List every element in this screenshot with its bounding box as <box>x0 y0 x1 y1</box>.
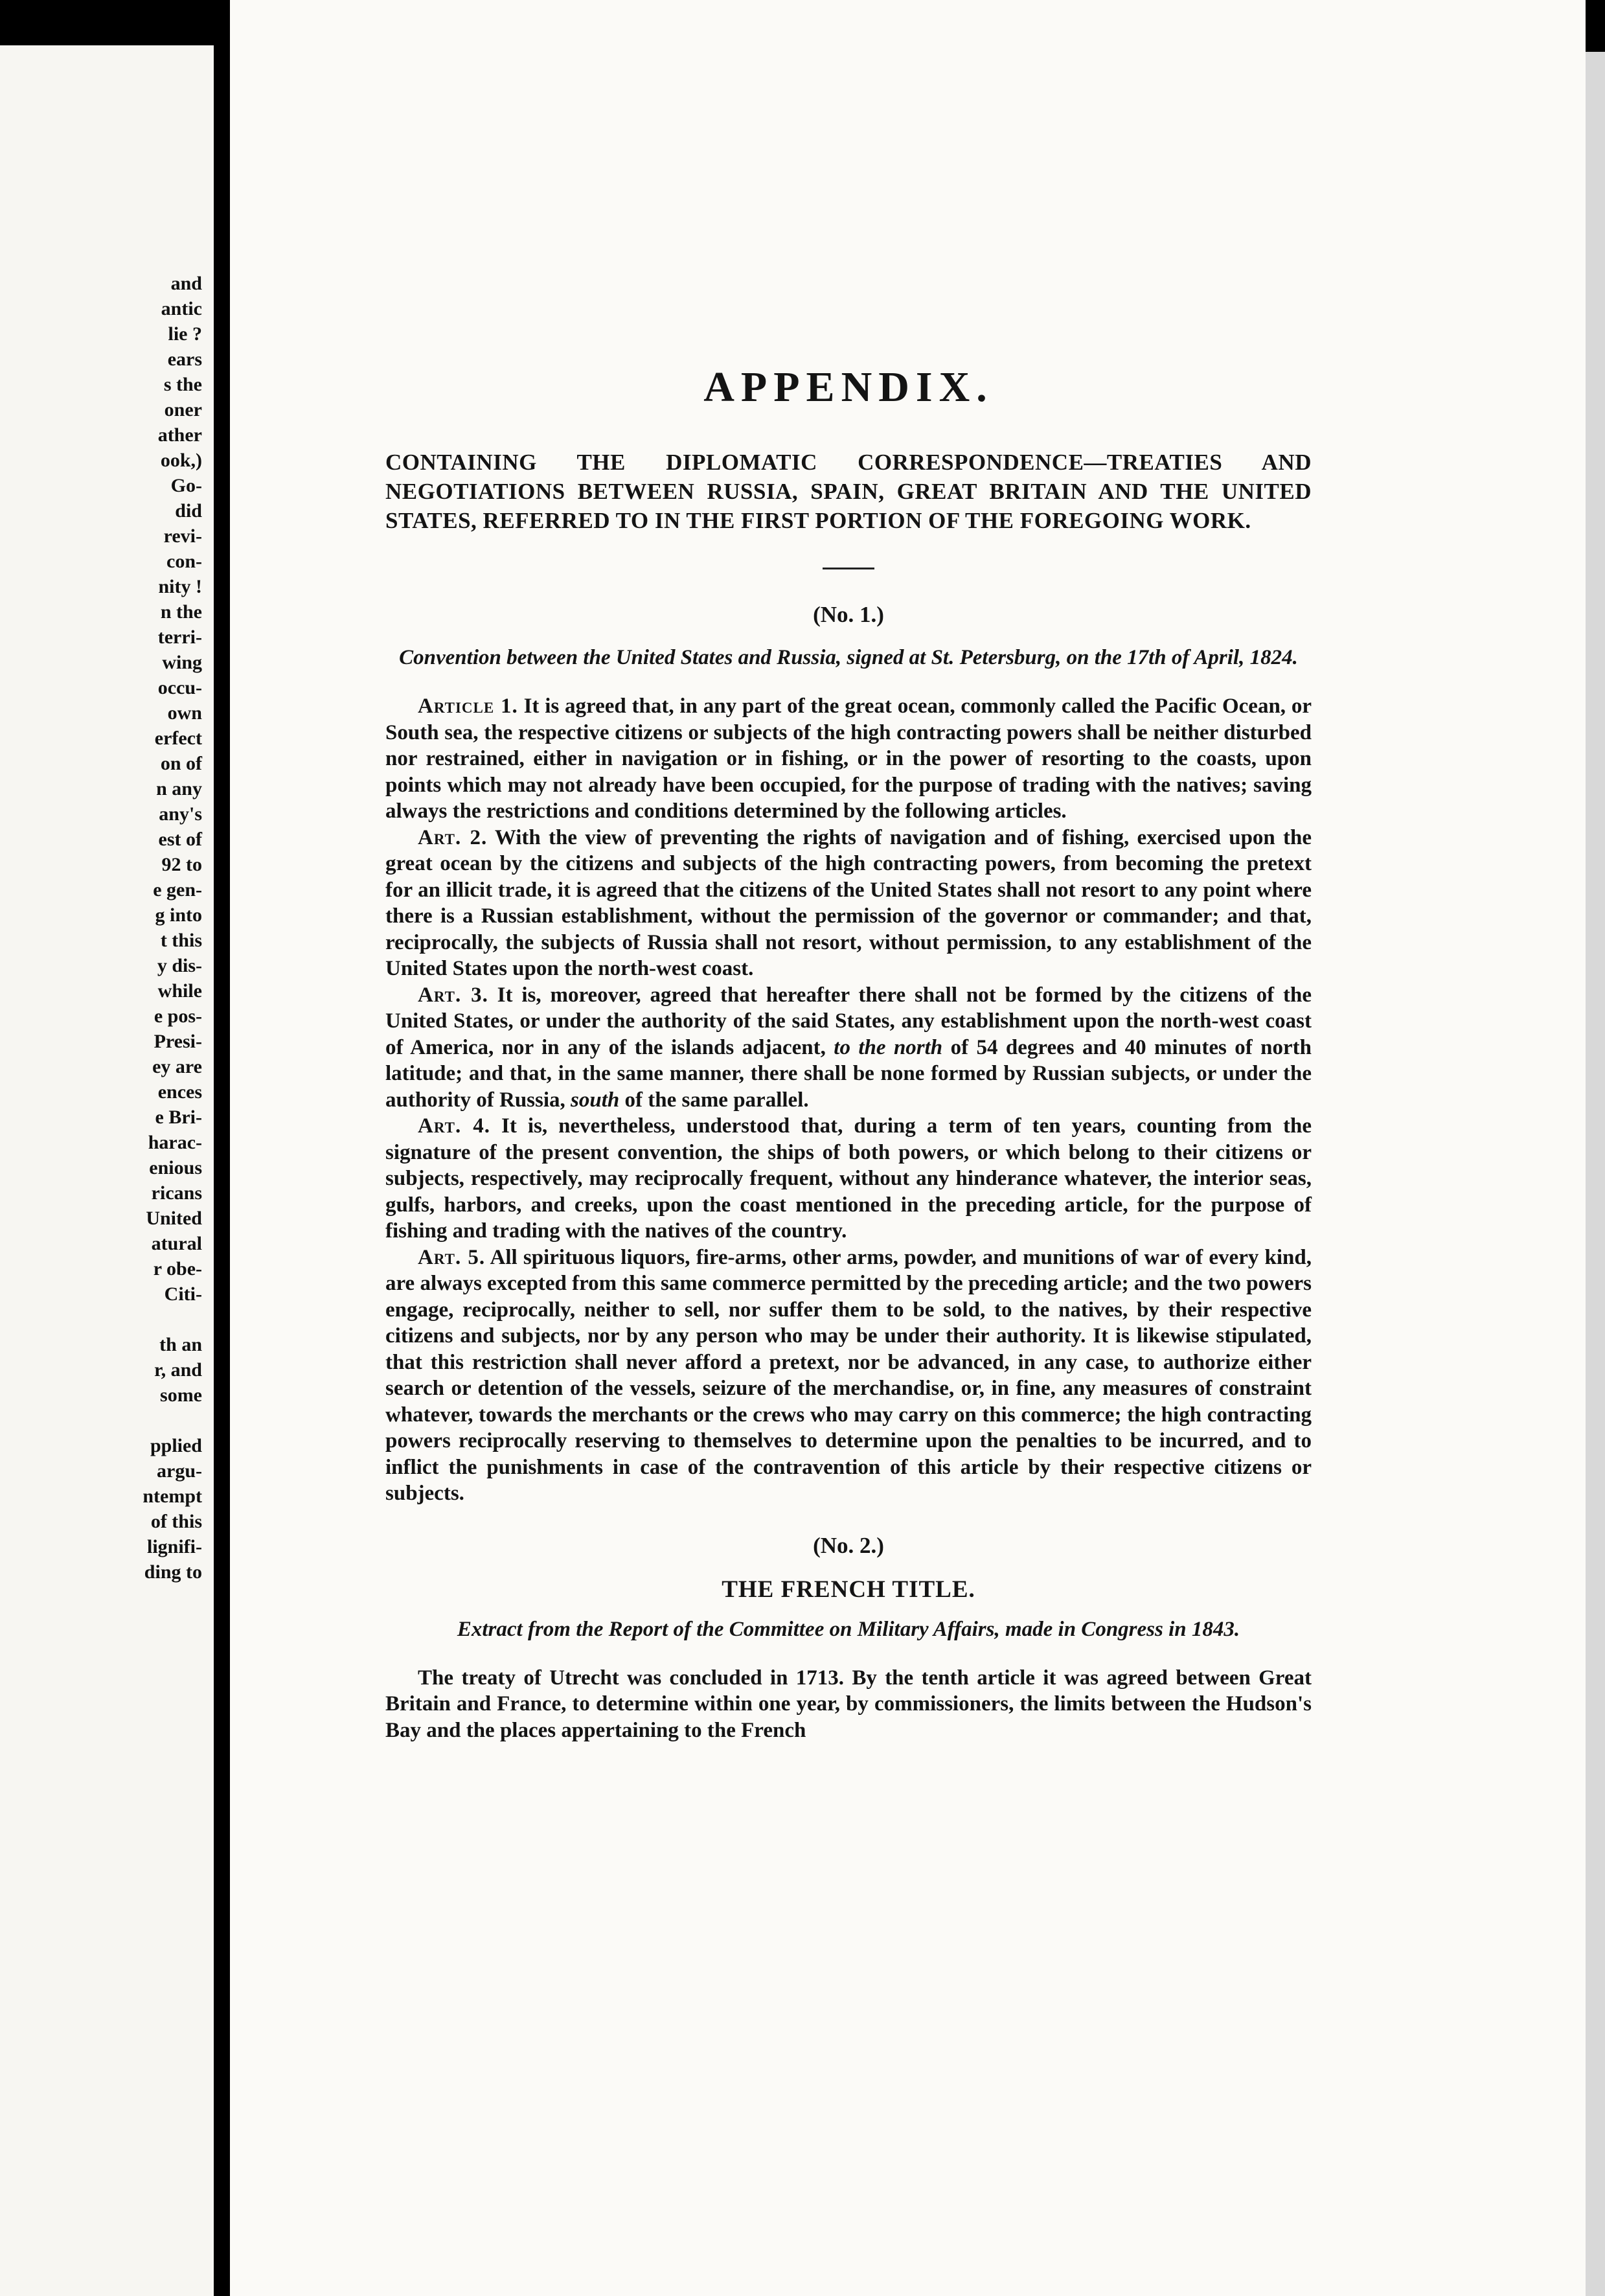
book-gutter <box>214 0 230 2296</box>
previous-page-line: 92 to <box>161 854 202 875</box>
previous-page-line: ey are <box>152 1056 202 1077</box>
document-caption-2: Extract from the Report of the Committee on Military Affairs, made in Congress in 1843. <box>457 1617 1240 1641</box>
article-italic: to the north <box>834 1035 943 1059</box>
article-text: It is, nevertheless, understood that, during a term of ten years, counting from the signature of the present convention, the ships of both powers, or which belong to their citizens or subjects, respectively, may reciprocally frequent, without any hinderance whatever, the interior seas, gulfs, harbors, and creeks, upon the coast mentioned in the preceding article, for the purpose of fishing and trading with the natives of the country. <box>385 1114 1312 1243</box>
previous-page-line: e gen- <box>153 879 202 901</box>
article-1 <box>385 693 1312 825</box>
article-label: Article 1. <box>418 695 518 718</box>
document-title-2: THE FRENCH TITLE. <box>722 1576 975 1603</box>
document-number-2: (No. 2.) <box>813 1532 884 1558</box>
previous-page-line: United <box>146 1208 202 1229</box>
previous-page-line: lignifi- <box>146 1536 202 1557</box>
previous-page-line: antic <box>161 298 202 319</box>
previous-page-line: and <box>170 273 202 294</box>
previous-page-line: ences <box>157 1081 202 1103</box>
previous-page-line: g into <box>155 904 202 926</box>
article-label: Art. 4. <box>418 1114 490 1138</box>
previous-page-line: oner <box>164 399 202 420</box>
previous-page-line: ook,) <box>160 450 202 471</box>
previous-page-line: atural <box>151 1233 202 1254</box>
previous-page-line: nity ! <box>158 576 202 597</box>
previous-page-line: n the <box>160 601 202 623</box>
previous-page-line: pplied <box>150 1435 202 1456</box>
text-column <box>385 363 1312 1743</box>
previous-page-line: ears <box>167 349 202 370</box>
previous-page-line: occu- <box>157 677 202 698</box>
previous-page-line: y dis- <box>157 955 202 976</box>
previous-page-line: wing <box>162 652 202 673</box>
previous-page-line: ntempt <box>142 1486 202 1507</box>
previous-page-line: while <box>157 980 202 1002</box>
previous-page-line: Go- <box>170 475 202 496</box>
article-text: All spirituous liquors, fire-arms, other arms, powder, and munitions of war of every kind, are always excepted from this same commerce permitted by the preceding article; and the two powers engage, reciprocally, neither to sell, nor suffer them to be sold, to the natives, by their respective citizens and subjects, nor by any person who may be under their authority. It is likewise stipulated, that this restriction shall never afford a pretext, nor be advanced, in any case, to authorize either search or detention of the vessels, seizure of the merchandise, or, in fine, any measures of constraint whatever, towards the merchants or the crews who may carry on this commerce; the high contracting powers reciprocally reserving to themselves to determine upon the penalties to be incurred, and to inflict the punishments in case of the contravention of this article by their respective citizens or subjects. <box>385 1245 1312 1505</box>
previous-page-line: erfect <box>154 728 202 749</box>
article-3 <box>385 982 1312 1114</box>
previous-page-line: of this <box>150 1511 202 1532</box>
article-2 <box>385 825 1312 982</box>
previous-page-line: e Bri- <box>155 1107 202 1128</box>
previous-page-line: ather <box>157 424 202 446</box>
previous-page-sliver <box>0 45 214 2296</box>
previous-page-line: Presi- <box>154 1031 202 1052</box>
article-label: Art. 3. <box>418 983 488 1007</box>
previous-page-line: Citi- <box>164 1283 202 1305</box>
previous-page-line: ding to <box>144 1561 202 1583</box>
article-text: With the view of preventing the rights of navigation and of fishing, exercised upon the great ocean by the citizens and subjects of the high contracting powers, from becoming the pretext for an illicit trade, it is agreed that the citizens of the United States shall not resort to any point where there is a Russian establishment, without the permission of the governor or commander; and that, reciprocally, the subjects of Russia shall not resort, without permission, to any establishment of the United States upon the north-west coast. <box>385 825 1312 980</box>
previous-page-line: argu- <box>157 1460 202 1482</box>
article-label: Art. 5. <box>418 1245 486 1269</box>
previous-page-line: lie ? <box>168 323 202 345</box>
previous-page-line: n any <box>156 778 202 799</box>
article-label: Art. 2. <box>418 825 488 849</box>
previous-page-line: on of <box>160 753 202 774</box>
article-text: It is, moreover, agreed that hereafter there shall not be formed by the citizens of the United States, or under the authority of the said States, any establishment upon the north-west coast of America, nor in any of the islands adjacent, <box>385 983 1312 1059</box>
previous-page-line: own <box>167 702 202 724</box>
previous-page-line: con- <box>166 551 202 572</box>
document-caption-1: Convention between the United States and Russia, signed at St. Petersburg, on the 17th of April, 1824. <box>399 646 1298 669</box>
previous-page-line: revi- <box>163 525 202 547</box>
previous-page-line: r, and <box>154 1359 202 1381</box>
document-2-paragraph: The treaty of Utrecht was concluded in 1713. By the tenth article it was agreed between Great Britain and France, to determine within one year, by commissioners, the limits between the Hudson's Bay and the places appertaining to the French <box>385 1666 1312 1742</box>
previous-page-line: some <box>160 1384 202 1406</box>
previous-page-line: harac- <box>148 1132 202 1153</box>
article-text: of 54 degrees and 40 minutes of north latitude; and that, in the same manner, there shall be none formed by Russian subjects, or under the authority of Russia, <box>385 1035 1312 1112</box>
previous-page-line: e pos- <box>154 1005 202 1027</box>
appendix-page <box>230 0 1586 2296</box>
previous-page-line: t this <box>160 930 202 951</box>
article-text: of the same parallel. <box>624 1088 809 1112</box>
previous-page-line: any's <box>159 803 202 825</box>
article-text: It is agreed that, in any part of the great ocean, commonly called the Pacific Ocean, or South sea, the respective citizens or subjects of the high contracting powers shall be neither disturbed nor restrained, either in navigation or in fishing, or in the power of resorting to the coasts, upon points which may not already have been occupied, for the purpose of trading with the natives; saving always the restrictions and conditions determined by the following articles. <box>385 695 1312 823</box>
document-number-1: (No. 1.) <box>813 602 884 627</box>
page-title: APPENDIX. <box>703 363 994 411</box>
previous-page-line: terri- <box>157 626 202 648</box>
previous-page-line: r obe- <box>153 1258 202 1280</box>
appendix-subtitle: CONTAINING THE DIPLOMATIC CORRESPONDENCE—TREATIES AND NEGOTIATIONS BETWEEN RUSSIA, SPAIN, GREAT BRITAIN AND THE UNITED STATES, REFERRED TO IN THE FIRST PORTION OF THE FOREGOING WORK. <box>385 450 1312 533</box>
article-italic: south <box>571 1088 620 1112</box>
page-edge <box>1586 52 1605 2296</box>
previous-page-line: s the <box>163 374 202 395</box>
article-4 <box>385 1113 1312 1245</box>
previous-page-line: did <box>175 500 202 522</box>
previous-page-line: th an <box>159 1334 202 1355</box>
article-5 <box>385 1245 1312 1507</box>
previous-page-line: enious <box>149 1157 202 1178</box>
section-divider <box>823 568 874 569</box>
previous-page-line: est of <box>158 829 202 850</box>
previous-page-line: ricans <box>151 1182 202 1204</box>
